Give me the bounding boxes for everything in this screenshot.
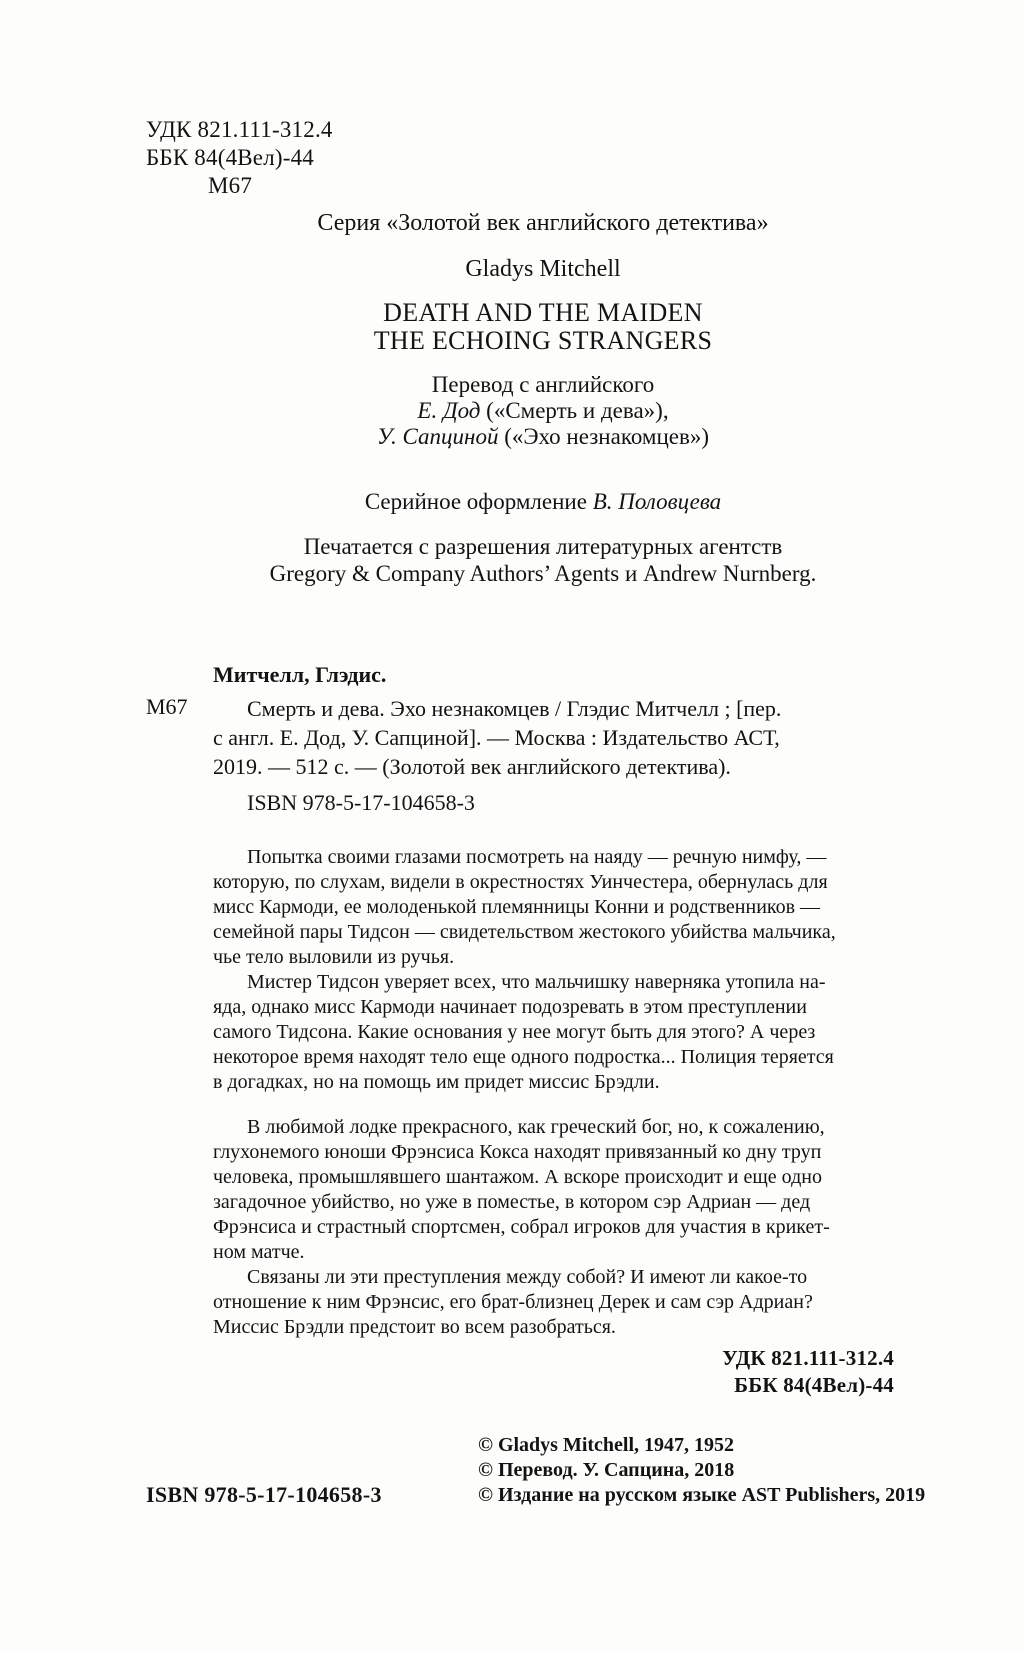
bib-author-sign: М67 bbox=[146, 694, 188, 719]
designer-name: В. Половцева bbox=[592, 489, 722, 514]
udk-code-bottom: УДК 821.111-312.4 bbox=[722, 1346, 894, 1370]
bib-entry-line: с англ. Е. Дод, У. Сапциной]. — Москва : Издательство АСТ, bbox=[213, 725, 780, 750]
translation-heading: Перевод с английского bbox=[431, 372, 655, 397]
udk-code: УДК 821.111-312.4 bbox=[146, 117, 333, 142]
annotation-line: загадочное убийство, но уже в поместье, в котором сэр Адриан — дед bbox=[213, 1191, 811, 1213]
series-design-note bbox=[213, 489, 873, 515]
annotation-line: ном матче. bbox=[213, 1241, 305, 1263]
copyright-line-translation: © Перевод. У. Сапцина, 2018 bbox=[478, 1459, 735, 1481]
footer-isbn: ISBN 978-5-17-104658-3 bbox=[146, 1482, 382, 1507]
annotation-line: отношение к ним Фрэнсис, его брат-близнец Дерек и сам сэр Адриан? bbox=[213, 1291, 813, 1313]
annotation-line: Миссис Брэдли предстоит во всем разобраться. bbox=[213, 1316, 616, 1338]
paragraph-gap bbox=[213, 1095, 920, 1115]
annotation-block bbox=[213, 845, 920, 1340]
bib-entry-line: Смерть и дева. Эхо незнакомцев / Глэдис Митчелл ; [пер. bbox=[247, 696, 782, 721]
annotation-line: Фрэнсиса и страстный спортсмен, собрал игроков для участия в крикет- bbox=[213, 1216, 830, 1238]
annotation-line: самого Тидсона. Какие основания у нее могут быть для этого? А через bbox=[213, 1021, 816, 1043]
translator-2-name: У. Сапциной bbox=[377, 424, 499, 449]
author-name: Gladys Mitchell bbox=[465, 256, 621, 282]
annotation-line: некоторое время находят тело еще одного подростка... Полиция теряется bbox=[213, 1046, 834, 1068]
bbk-code: ББК 84(4Вел)-44 bbox=[146, 145, 315, 170]
bib-entry-line: 2019. — 512 с. — (Золотой век английского детектива). bbox=[213, 754, 731, 779]
permission-line-2: Gregory & Company Authors’ Agents и Andrew Nurnberg. bbox=[269, 561, 817, 586]
top-classification-block bbox=[146, 116, 333, 200]
translator-line-1 bbox=[213, 398, 873, 424]
design-label: Серийное оформление bbox=[364, 489, 593, 514]
annotation-paragraph bbox=[213, 845, 920, 970]
annotation-line: В любимой лодке прекрасного, как греческий бог, но, к сожалению, bbox=[247, 1116, 825, 1138]
annotation-line: чье тело выловили из ручья. bbox=[213, 946, 455, 968]
translator-line-2 bbox=[213, 424, 873, 450]
translator-1-work: («Смерть и дева»), bbox=[480, 398, 669, 423]
annotation-line: Связаны ли эти преступления между собой? И имеют ли какое-то bbox=[247, 1266, 808, 1288]
annotation-line: в догадках, но на помощь им придет миссис Брэдли. bbox=[213, 1071, 660, 1093]
original-title-2: THE ECHOING STRANGERS bbox=[373, 326, 713, 355]
bib-entry bbox=[213, 694, 908, 781]
copyright-line-original: © Gladys Mitchell, 1947, 1952 bbox=[478, 1434, 735, 1456]
bib-author-heading: Митчелл, Глэдис. bbox=[213, 662, 387, 687]
annotation-paragraph bbox=[213, 970, 920, 1095]
annotation-paragraph bbox=[213, 1265, 920, 1340]
bottom-classification-block bbox=[722, 1345, 894, 1399]
translation-block bbox=[213, 372, 873, 450]
original-titles bbox=[213, 299, 873, 355]
permission-note bbox=[213, 533, 873, 587]
annotation-line: мисс Кармоди, ее молоденькой племянницы Конни и родственников — bbox=[213, 896, 821, 918]
annotation-line: яда, однако мисс Кармоди начинает подозревать в этом преступлении bbox=[213, 996, 807, 1018]
annotation-paragraph bbox=[213, 1115, 920, 1265]
author-sign-code: М67 bbox=[208, 173, 253, 198]
annotation-line: глухонемого юноши Фрэнсиса Кокса находят привязанный ко дну труп bbox=[213, 1141, 822, 1163]
original-title-1: DEATH AND THE MAIDEN bbox=[383, 298, 703, 327]
annotation-line: человека, промышлявшего шантажом. А вскоре происходит и еще одно bbox=[213, 1166, 822, 1188]
translator-1-name: Е. Дод bbox=[417, 398, 481, 423]
annotation-line: семейной пары Тидсон — свидетельством жестокого убийства мальчика, bbox=[213, 921, 836, 943]
annotation-line: Мистер Тидсон уверяет всех, что мальчишку наверняка утопила на- bbox=[247, 971, 826, 993]
bbk-code-bottom: ББК 84(4Вел)-44 bbox=[734, 1373, 894, 1397]
bib-isbn: ISBN 978-5-17-104658-3 bbox=[247, 790, 475, 815]
annotation-line: которую, по слухам, видели в окрестностях Уинчестера, обернулась для bbox=[213, 871, 828, 893]
permission-line-1: Печатается с разрешения литературных агентств bbox=[303, 534, 783, 559]
series-note: Серия «Золотой век английского детектива» bbox=[317, 210, 769, 236]
translator-2-work: («Эхо незнакомцев») bbox=[498, 424, 709, 449]
copyright-line-publisher: © Издание на русском языке AST Publishers, 2019 bbox=[478, 1484, 926, 1506]
annotation-line: Попытка своими глазами посмотреть на наяду — речную нимфу, — bbox=[247, 846, 827, 868]
copyright-block bbox=[478, 1433, 925, 1508]
